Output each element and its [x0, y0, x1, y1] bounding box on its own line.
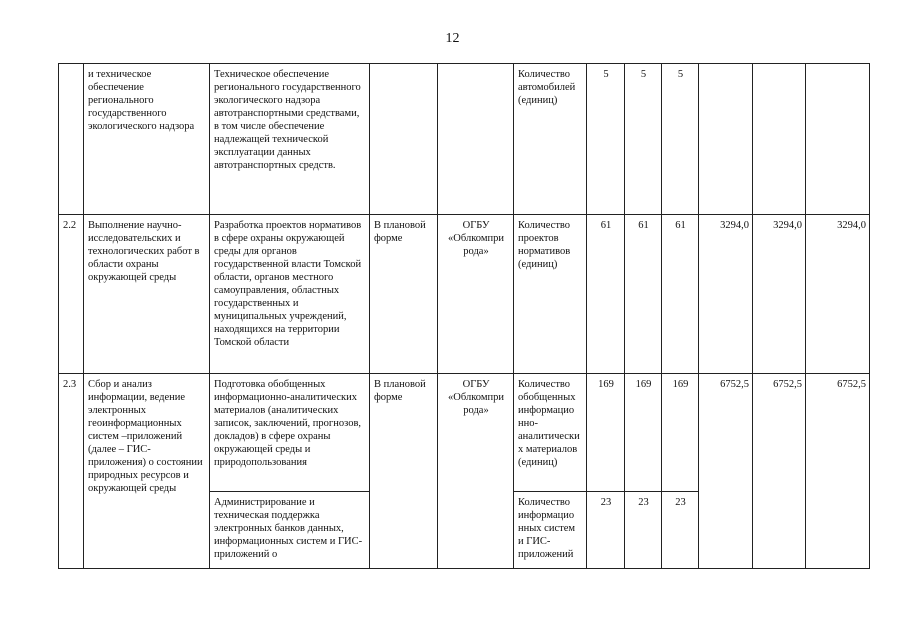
table-row — [59, 215, 870, 374]
activity-cell: и техническое обеспечение регионального государственного экологического надзора — [84, 64, 210, 215]
finance-cell: 3294,0 — [806, 215, 870, 374]
value-cell: 23 — [625, 492, 662, 569]
work-cell: Подготовка обобщенных информационно-аналитических материалов (аналитических записок, заключений, прогнозов, докладов) в сфере охраны окружающей среды и природопользования — [210, 374, 370, 492]
indicator-cell: Количество проектов нормативов (единиц) — [514, 215, 587, 374]
table-row — [59, 374, 870, 492]
value-cell: 5 — [662, 64, 699, 215]
finance-cell: 6752,5 — [806, 374, 870, 569]
executor-cell: ОГБУ «Облкомпри рода» — [438, 374, 514, 569]
indicator-cell: Количество автомобилей (единиц) — [514, 64, 587, 215]
value-cell: 61 — [625, 215, 662, 374]
executor-cell: ОГБУ «Облкомпри рода» — [438, 215, 514, 374]
finance-cell — [806, 64, 870, 215]
work-cell: Администрирование и техническая поддержка электронных банков данных, информационных систем и ГИС-приложений о — [210, 492, 370, 569]
value-cell: 169 — [587, 374, 625, 492]
finance-cell — [753, 64, 806, 215]
indicator-cell: Количество информацио нных систем и ГИС-приложений — [514, 492, 587, 569]
activity-cell: Сбор и анализ информации, ведение электронных геоинформационных систем –приложений (далее – ГИС-приложения) о состоянии природных ресурсов и окружающей среды — [84, 374, 210, 569]
finance-cell: 3294,0 — [753, 215, 806, 374]
row-number: 2.3 — [59, 374, 84, 569]
value-cell: 169 — [662, 374, 699, 492]
finance-cell: 6752,5 — [753, 374, 806, 569]
finance-cell: 6752,5 — [699, 374, 753, 569]
value-cell: 23 — [662, 492, 699, 569]
work-cell: Разработка проектов нормативов в сфере охраны окружающей среды для органов государственной власти Томской области, органов местного самоуправления, областных государственных и муниципальных учреждений, находящихся на территории Томской области — [210, 215, 370, 374]
plan-table — [58, 63, 870, 569]
table-row — [59, 64, 870, 215]
indicator-cell: Количество обобщенных информацио нно-аналитически х материалов (единиц) — [514, 374, 587, 492]
value-cell: 61 — [587, 215, 625, 374]
value-cell: 5 — [625, 64, 662, 215]
activity-cell: Выполнение научно-исследовательских и технологических работ в области охраны окружающей среды — [84, 215, 210, 374]
value-cell: 169 — [625, 374, 662, 492]
form-cell — [370, 64, 438, 215]
work-cell: Техническое обеспечение регионального государственного экологического надзора автотранспортными средствами, в том числе обеспечение надлежащей технической эксплуатации данных автотранспортных средств. — [210, 64, 370, 215]
executor-cell — [438, 64, 514, 215]
form-cell: В плановой форме — [370, 374, 438, 569]
row-number: 2.2 — [59, 215, 84, 374]
finance-cell: 3294,0 — [699, 215, 753, 374]
row-number — [59, 64, 84, 215]
page-number: 12 — [445, 31, 460, 46]
value-cell: 23 — [587, 492, 625, 569]
value-cell: 5 — [587, 64, 625, 215]
finance-cell — [699, 64, 753, 215]
form-cell: В плановой форме — [370, 215, 438, 374]
value-cell: 61 — [662, 215, 699, 374]
